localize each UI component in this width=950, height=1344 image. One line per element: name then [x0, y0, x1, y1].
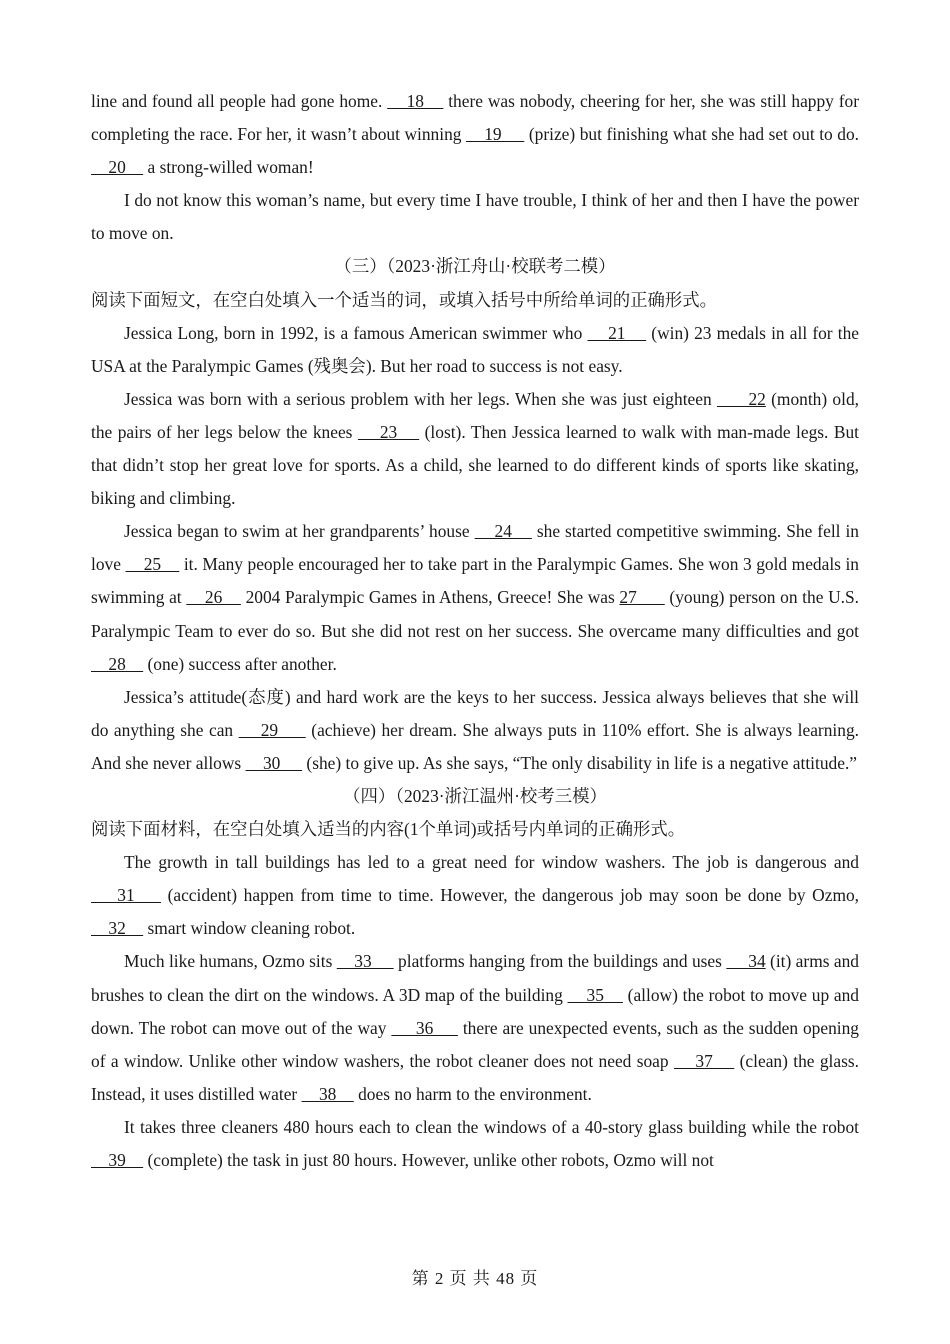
blank-21[interactable]: 21 [587, 322, 647, 343]
instruction: 阅读下面材料，在空白处填入适当的内容(1个单词)或括号内单词的正确形式。 [91, 819, 686, 840]
blank-26[interactable]: 26 [186, 587, 241, 608]
paragraph: Jessica Long, born in 1992, is a famous American swimmer who 21 (win) 23 medals in all for the USA at the Paralympic Games (残奥会). But her road to success is not easy. [91, 322, 860, 376]
section-heading: （四）（2023·浙江温州·校考三模） [343, 785, 607, 806]
blank-29[interactable]: 29 [238, 719, 306, 740]
blank-24[interactable]: 24 [474, 521, 532, 542]
blank-32[interactable]: 32 [91, 918, 144, 939]
blank-20[interactable]: 20 [91, 157, 144, 178]
paragraph: It takes three cleaners 480 hours each to clean the windows of a 40-story glass building while the robot 39 (complete) the task in just 80 hours. However, unlike other robots, Ozmo will not [91, 1116, 859, 1170]
blank-22[interactable]: 22 [716, 388, 766, 409]
paragraph: Jessica’s attitude(态度) and hard work are the keys to her success. Jessica always believes that she will do anything she can 29 (achieve) her dream. She always puts in 110% effort. She is always learning. And she never allows 30 (she) to give up. As she says, “The only disability in life is a negative attitude.” [91, 686, 859, 773]
blank-18[interactable]: 18 [387, 91, 444, 111]
section-heading: （三）（2023·浙江舟山·校联考二模） [334, 256, 616, 277]
blank-39[interactable]: 39 [91, 1150, 144, 1170]
blank-31[interactable]: 31 [91, 885, 161, 906]
blank-34[interactable]: 34 [726, 951, 766, 972]
blank-30[interactable]: 30 [245, 752, 303, 773]
document-page [91, 85, 859, 1177]
blank-36[interactable]: 36 [391, 1017, 458, 1038]
blank-27[interactable]: 27 [619, 587, 665, 608]
blank-19[interactable]: 19 [466, 124, 525, 145]
instruction: 阅读下面短文，在空白处填入一个适当的词，或填入括号中所给单词的正确形式。 [91, 289, 718, 310]
blank-23[interactable]: 23 [357, 421, 420, 442]
blank-38[interactable]: 38 [301, 1083, 354, 1104]
blank-28[interactable]: 28 [91, 653, 144, 674]
paragraph: Much like humans, Ozmo sits 33 platforms hanging from the buildings and uses 34 (it) arms and brushes to clean the dirt on the windows. A 3D map of the building 35 (allow) the robot to move up and down. The robot can move out of the way 36 there are unexpected events, such as the sudden opening of a window. Unlike other window washers, the robot cleaner does not need soap 37 (clean) the glass. Instead, it uses distilled water 38 does no harm to the environment. [91, 951, 859, 1104]
blank-37[interactable]: 37 [673, 1050, 735, 1071]
blank-33[interactable]: 33 [336, 951, 394, 972]
paragraph: Jessica began to swim at her grandparents’ house 24 she started competitive swimming. She fell in love 25 it. Many people encouraged her to take part in the Paralympic Games. She won 3 gold medals in swimming at 26 2004 Paralympic Games in Athens, Greece! She was 27 (young) person on the U.S. Paralympic Team to ever do so. But she did not rest on her success. She overcame many difficulties and got 28 (one) success after another. [91, 521, 860, 674]
blank-35[interactable]: 35 [567, 984, 623, 1005]
paragraph: The growth in tall buildings has led to a great need for window washers. The job is dangerous and 31 (accident) happen from time to time. However, the dangerous job may soon be done by Ozmo, 32 smart window cleaning robot. [91, 852, 860, 939]
blank-25[interactable]: 25 [125, 554, 180, 575]
page-footer: 第 2 页 共 48 页 [411, 1269, 539, 1288]
paragraph: line and found all people had gone home. 18 there was nobody, cheering for her, she was still happy for completing the race. For her, it wasn’t about winning 19 (prize) but finishing what she had set out to do. 20 a strong-willed woman! [91, 91, 860, 178]
paragraph: I do not know this woman’s name, but every time I have trouble, I think of her and then I have the power to move on. [91, 190, 859, 244]
paragraph: Jessica was born with a serious problem with her legs. When she was just eighteen 22 (month) old, the pairs of her legs below the knees 23 (lost). Then Jessica learned to walk with man-made legs. But that didn’t stop her great love for sports. As a child, she learned to do different kinds of sports like skating, biking and climbing. [91, 388, 860, 509]
